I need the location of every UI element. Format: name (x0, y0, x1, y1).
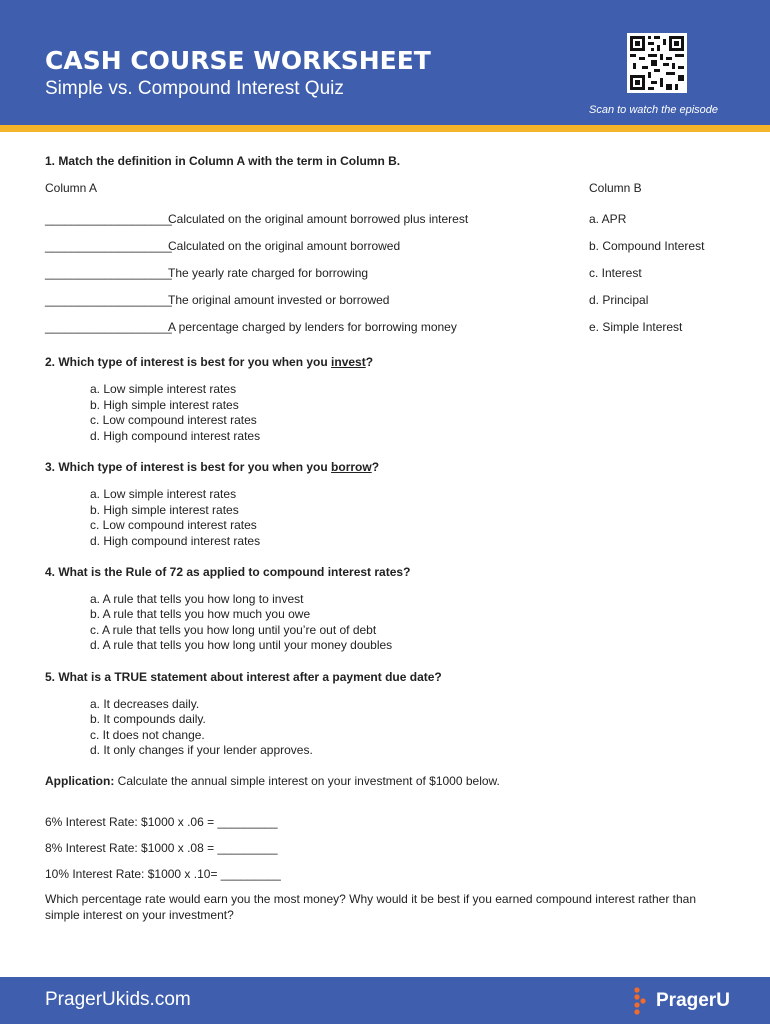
worksheet-title: CASH COURSE WORKSHEET (45, 46, 431, 75)
match-definition: Calculated on the original amount borrowed plus interest (168, 212, 469, 226)
scan-caption: Scan to watch the episode (589, 104, 719, 116)
answer-option[interactable]: a. A rule that tells you how long to invest (90, 592, 304, 606)
worksheet-footer (0, 977, 770, 1024)
answer-option[interactable]: d. High compound interest rates (90, 534, 261, 548)
answer-option[interactable]: b. A rule that tells you how much you owe (90, 607, 311, 621)
match-definition: The yearly rate charged for borrowing (168, 266, 369, 280)
question-4-title: 4. What is the Rule of 72 as applied to compound interest rates? (45, 565, 411, 579)
answer-option[interactable]: b. High simple interest rates (90, 503, 239, 517)
answer-option[interactable]: a. It decreases daily. (90, 697, 200, 711)
answer-option[interactable]: c. A rule that tells you how long until you’re out of debt (90, 623, 377, 637)
match-term: c. Interest (589, 266, 642, 280)
match-term: a. APR (589, 212, 627, 226)
match-term: e. Simple Interest (589, 320, 683, 334)
match-term: b. Compound Interest (589, 239, 705, 253)
prageru-logo[interactable] (632, 986, 732, 1016)
answer-option[interactable]: b. It compounds daily. (90, 712, 206, 726)
calc-line[interactable]: 10% Interest Rate: $1000 x .10= _________ (45, 867, 281, 881)
match-blank[interactable]: ___________________ (45, 320, 172, 334)
answer-option[interactable]: c. Low compound interest rates (90, 518, 257, 532)
question-2-title: 2. Which type of interest is best for you when you invest? (45, 355, 374, 369)
answer-option[interactable]: d. High compound interest rates (90, 429, 261, 443)
footer-url-link[interactable]: PragerUkids.com (45, 989, 191, 1010)
question-5-title: 5. What is a TRUE statement about interest after a payment due date? (45, 670, 442, 684)
match-blank[interactable]: ___________________ (45, 266, 172, 280)
column-a-header: Column A (45, 181, 98, 195)
answer-option[interactable]: a. Low simple interest rates (90, 487, 237, 501)
calc-line[interactable]: 6% Interest Rate: $1000 x .06 = _________ (45, 815, 278, 829)
column-b-header: Column B (589, 181, 642, 195)
answer-option[interactable]: b. High simple interest rates (90, 398, 239, 412)
match-definition: Calculated on the original amount borrowed (168, 239, 401, 253)
question-3-title: 3. Which type of interest is best for you when you borrow? (45, 460, 380, 474)
match-blank[interactable]: ___________________ (45, 293, 172, 307)
answer-option[interactable]: a. Low simple interest rates (90, 382, 237, 396)
answer-option[interactable]: d. It only changes if your lender approves. (90, 743, 313, 757)
question-1-title: 1. Match the definition in Column A with the term in Column B. (45, 154, 401, 168)
match-term: d. Principal (589, 293, 649, 307)
header-accent-stripe (0, 125, 770, 132)
match-blank[interactable]: ___________________ (45, 239, 172, 253)
logo-wordmark: PragerU (656, 990, 730, 1011)
application-prompt: Application: Calculate the annual simple interest on your investment of $1000 below. (45, 774, 500, 788)
worksheet-header (0, 0, 770, 125)
reflection-question: Which percentage rate would earn you the most money? Why would it be best if you earned compound interest rather than simple interest on your investment? (45, 892, 697, 922)
answer-option[interactable]: c. It does not change. (90, 728, 205, 742)
match-blank[interactable]: ___________________ (45, 212, 172, 226)
worksheet-subtitle: Simple vs. Compound Interest Quiz (45, 78, 344, 99)
answer-option[interactable]: d. A rule that tells you how long until your money doubles (90, 638, 393, 652)
calc-line[interactable]: 8% Interest Rate: $1000 x .08 = _________ (45, 841, 278, 855)
match-definition: A percentage charged by lenders for borrowing money (168, 320, 457, 334)
qr-code-icon[interactable] (627, 33, 687, 93)
prageru-dots-logo-icon (632, 986, 654, 1016)
answer-option[interactable]: c. Low compound interest rates (90, 413, 257, 427)
match-definition: The original amount invested or borrowed (168, 293, 390, 307)
